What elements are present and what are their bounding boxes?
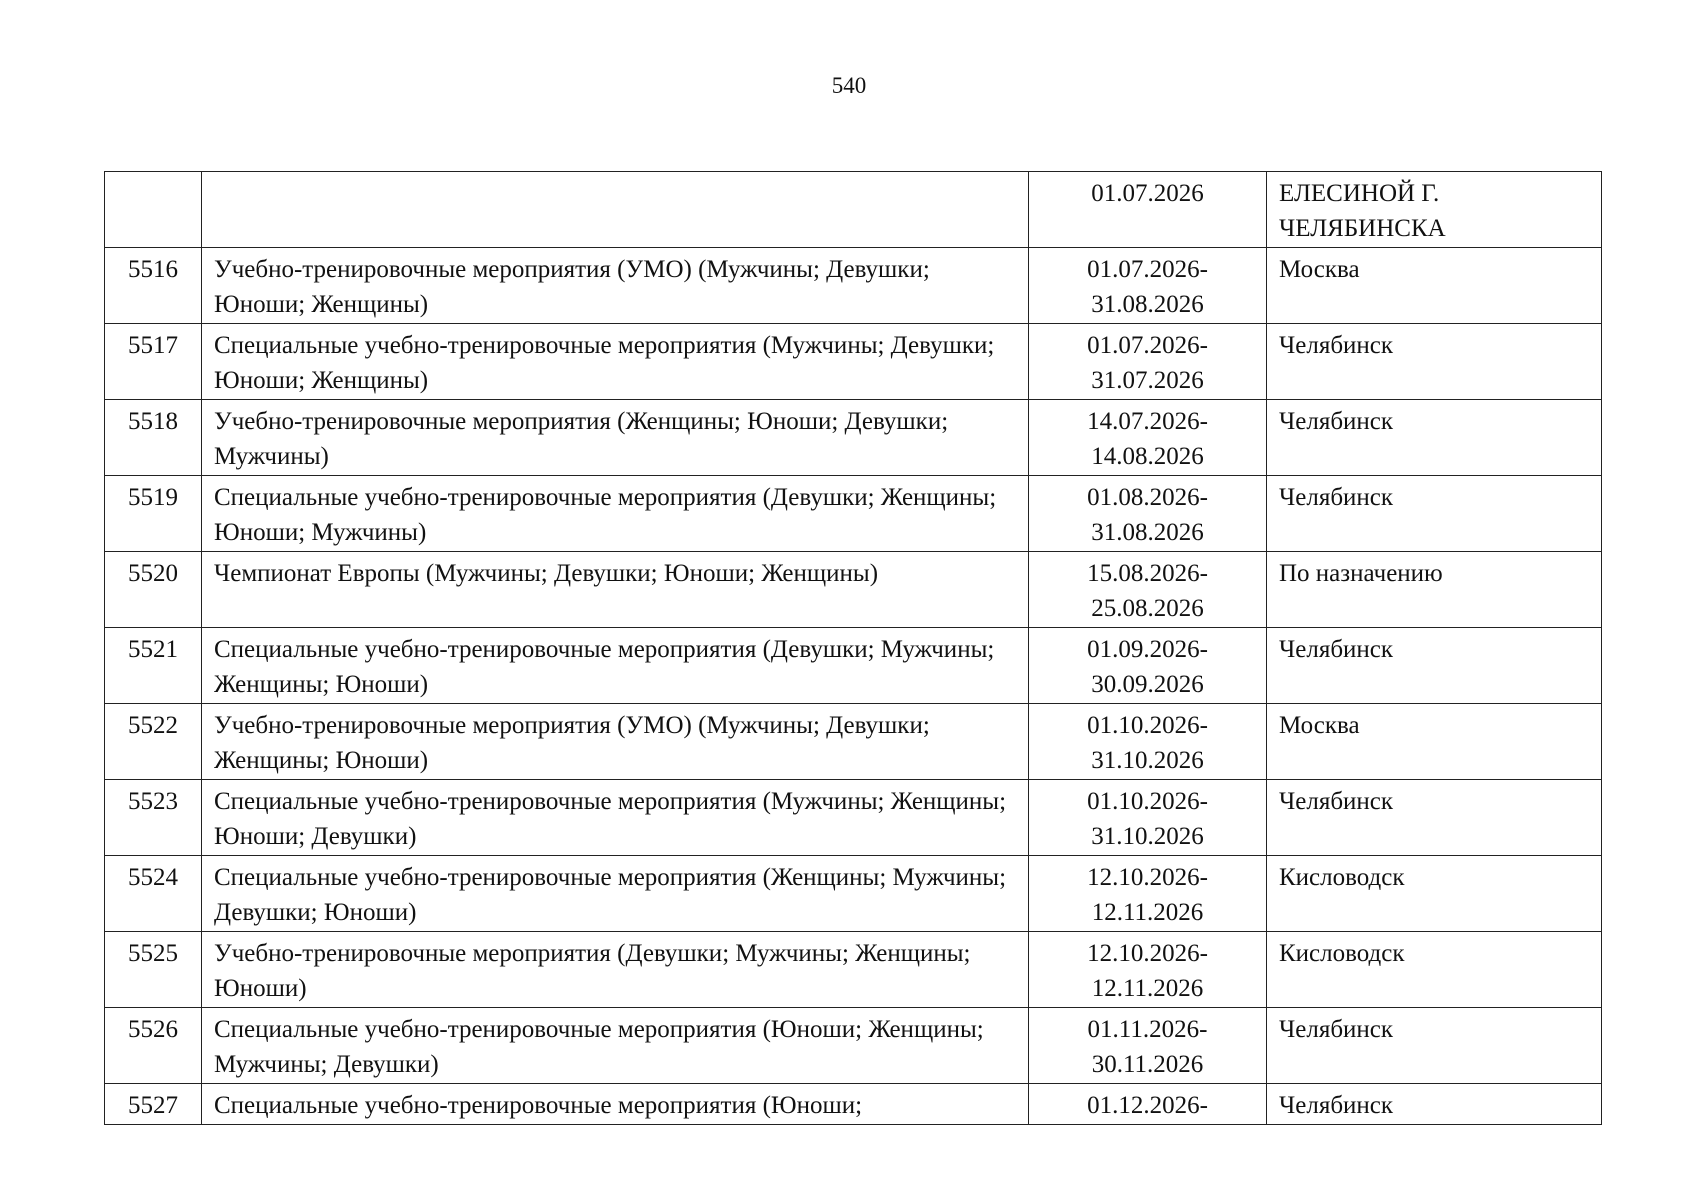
table-row [105,1008,1602,1084]
event-location-cell: Москва [1267,248,1602,324]
row-number-cell: 5525 [105,932,202,1008]
event-name-cell: Специальные учебно-тренировочные мероприятия (Мужчины; Женщины; Юноши; Девушки) [202,780,1029,856]
row-number-cell: 5518 [105,400,202,476]
date-end: 25.08.2026 [1091,595,1204,622]
row-number-cell [105,172,202,248]
date-start: 01.07.2026- [1087,332,1208,359]
table-row [105,628,1602,704]
date-end: 30.09.2026 [1091,671,1204,698]
date-end: 31.10.2026 [1091,747,1204,774]
row-number-cell: 5524 [105,856,202,932]
event-location-cell: Челябинск [1267,1084,1602,1125]
table-row [105,324,1602,400]
event-name-cell: Специальные учебно-тренировочные мероприятия (Юноши; [202,1084,1029,1125]
date-start: 14.07.2026- [1087,408,1208,435]
event-name-cell: Специальные учебно-тренировочные мероприятия (Женщины; Мужчины; Девушки; Юноши) [202,856,1029,932]
row-number-cell: 5527 [105,1084,202,1125]
event-dates-cell [1029,172,1267,248]
row-number-cell: 5526 [105,1008,202,1084]
table-row [105,476,1602,552]
event-dates-cell [1029,1084,1267,1125]
date-end: 12.11.2026 [1091,975,1204,1002]
row-number-cell: 5516 [105,248,202,324]
event-name-cell: Учебно-тренировочные мероприятия (УМО) (Мужчины; Девушки; Юноши; Женщины) [202,248,1029,324]
event-name-cell: Учебно-тренировочные мероприятия (Девушки; Мужчины; Женщины; Юноши) [202,932,1029,1008]
event-location-cell: Кисловодск [1267,932,1602,1008]
table-row [105,400,1602,476]
event-location-cell: Челябинск [1267,324,1602,400]
date-end: 31.10.2026 [1091,823,1204,850]
event-location-cell: Челябинск [1267,628,1602,704]
page-number: 540 [831,73,867,98]
row-number-cell: 5521 [105,628,202,704]
date-start: 01.08.2026- [1087,484,1208,511]
table-row [105,172,1602,248]
table-row [105,856,1602,932]
event-dates-cell [1029,628,1267,704]
schedule-table [104,171,1602,1125]
event-dates-cell [1029,400,1267,476]
event-dates-cell [1029,324,1267,400]
table-row [105,248,1602,324]
date-start: 01.12.2026- [1087,1092,1208,1119]
event-name-cell: Учебно-тренировочные мероприятия (Женщины; Юноши; Девушки; Мужчины) [202,400,1029,476]
date-start: 12.10.2026- [1087,864,1208,891]
date-start: 01.10.2026- [1087,712,1208,739]
event-name-cell: Специальные учебно-тренировочные мероприятия (Девушки; Мужчины; Женщины; Юноши) [202,628,1029,704]
date-start: 15.08.2026- [1087,560,1208,587]
event-location-cell: Москва [1267,704,1602,780]
event-name-cell: Чемпионат Европы (Мужчины; Девушки; Юноши; Женщины) [202,552,1029,628]
event-name-cell: Специальные учебно-тренировочные мероприятия (Девушки; Женщины; Юноши; Мужчины) [202,476,1029,552]
event-name-cell: Специальные учебно-тренировочные мероприятия (Мужчины; Девушки; Юноши; Женщины) [202,324,1029,400]
event-dates-cell [1029,856,1267,932]
table-row [105,932,1602,1008]
date-start: 01.10.2026- [1087,788,1208,815]
event-dates-cell [1029,704,1267,780]
event-location-cell: Челябинск [1267,400,1602,476]
event-dates-cell [1029,476,1267,552]
row-number-cell: 5522 [105,704,202,780]
event-name-cell: Учебно-тренировочные мероприятия (УМО) (Мужчины; Девушки; Женщины; Юноши) [202,704,1029,780]
event-location-cell: Челябинск [1267,1008,1602,1084]
date-start: 01.11.2026- [1087,1016,1208,1043]
date-start: 01.07.2026- [1087,256,1208,283]
row-number-cell: 5519 [105,476,202,552]
date-start: 01.07.2026 [1091,180,1204,207]
event-dates-cell [1029,552,1267,628]
date-start: 01.09.2026- [1087,636,1208,663]
table-row [105,780,1602,856]
event-location-cell: По назначению [1267,552,1602,628]
date-start: 12.10.2026- [1087,940,1208,967]
row-number-cell: 5523 [105,780,202,856]
event-location-cell: Кисловодск [1267,856,1602,932]
event-location-cell: Челябинск [1267,476,1602,552]
date-end: 31.08.2026 [1091,519,1204,546]
event-location-cell: Челябинск [1267,780,1602,856]
table-row [105,1084,1602,1125]
event-location-cell: ЕЛЕСИНОЙ Г. ЧЕЛЯБИНСКА [1267,172,1602,248]
event-dates-cell [1029,1008,1267,1084]
row-number-cell: 5517 [105,324,202,400]
event-name-cell [202,172,1029,248]
table-row [105,552,1602,628]
event-dates-cell [1029,780,1267,856]
date-end: 12.11.2026 [1091,899,1204,926]
date-end: 30.11.2026 [1091,1051,1204,1078]
event-name-cell: Специальные учебно-тренировочные мероприятия (Юноши; Женщины; Мужчины; Девушки) [202,1008,1029,1084]
date-end: 31.08.2026 [1091,291,1204,318]
event-dates-cell [1029,248,1267,324]
event-dates-cell [1029,932,1267,1008]
row-number-cell: 5520 [105,552,202,628]
table-row [105,704,1602,780]
date-end: 31.07.2026 [1091,367,1204,394]
date-end: 14.08.2026 [1091,443,1204,470]
